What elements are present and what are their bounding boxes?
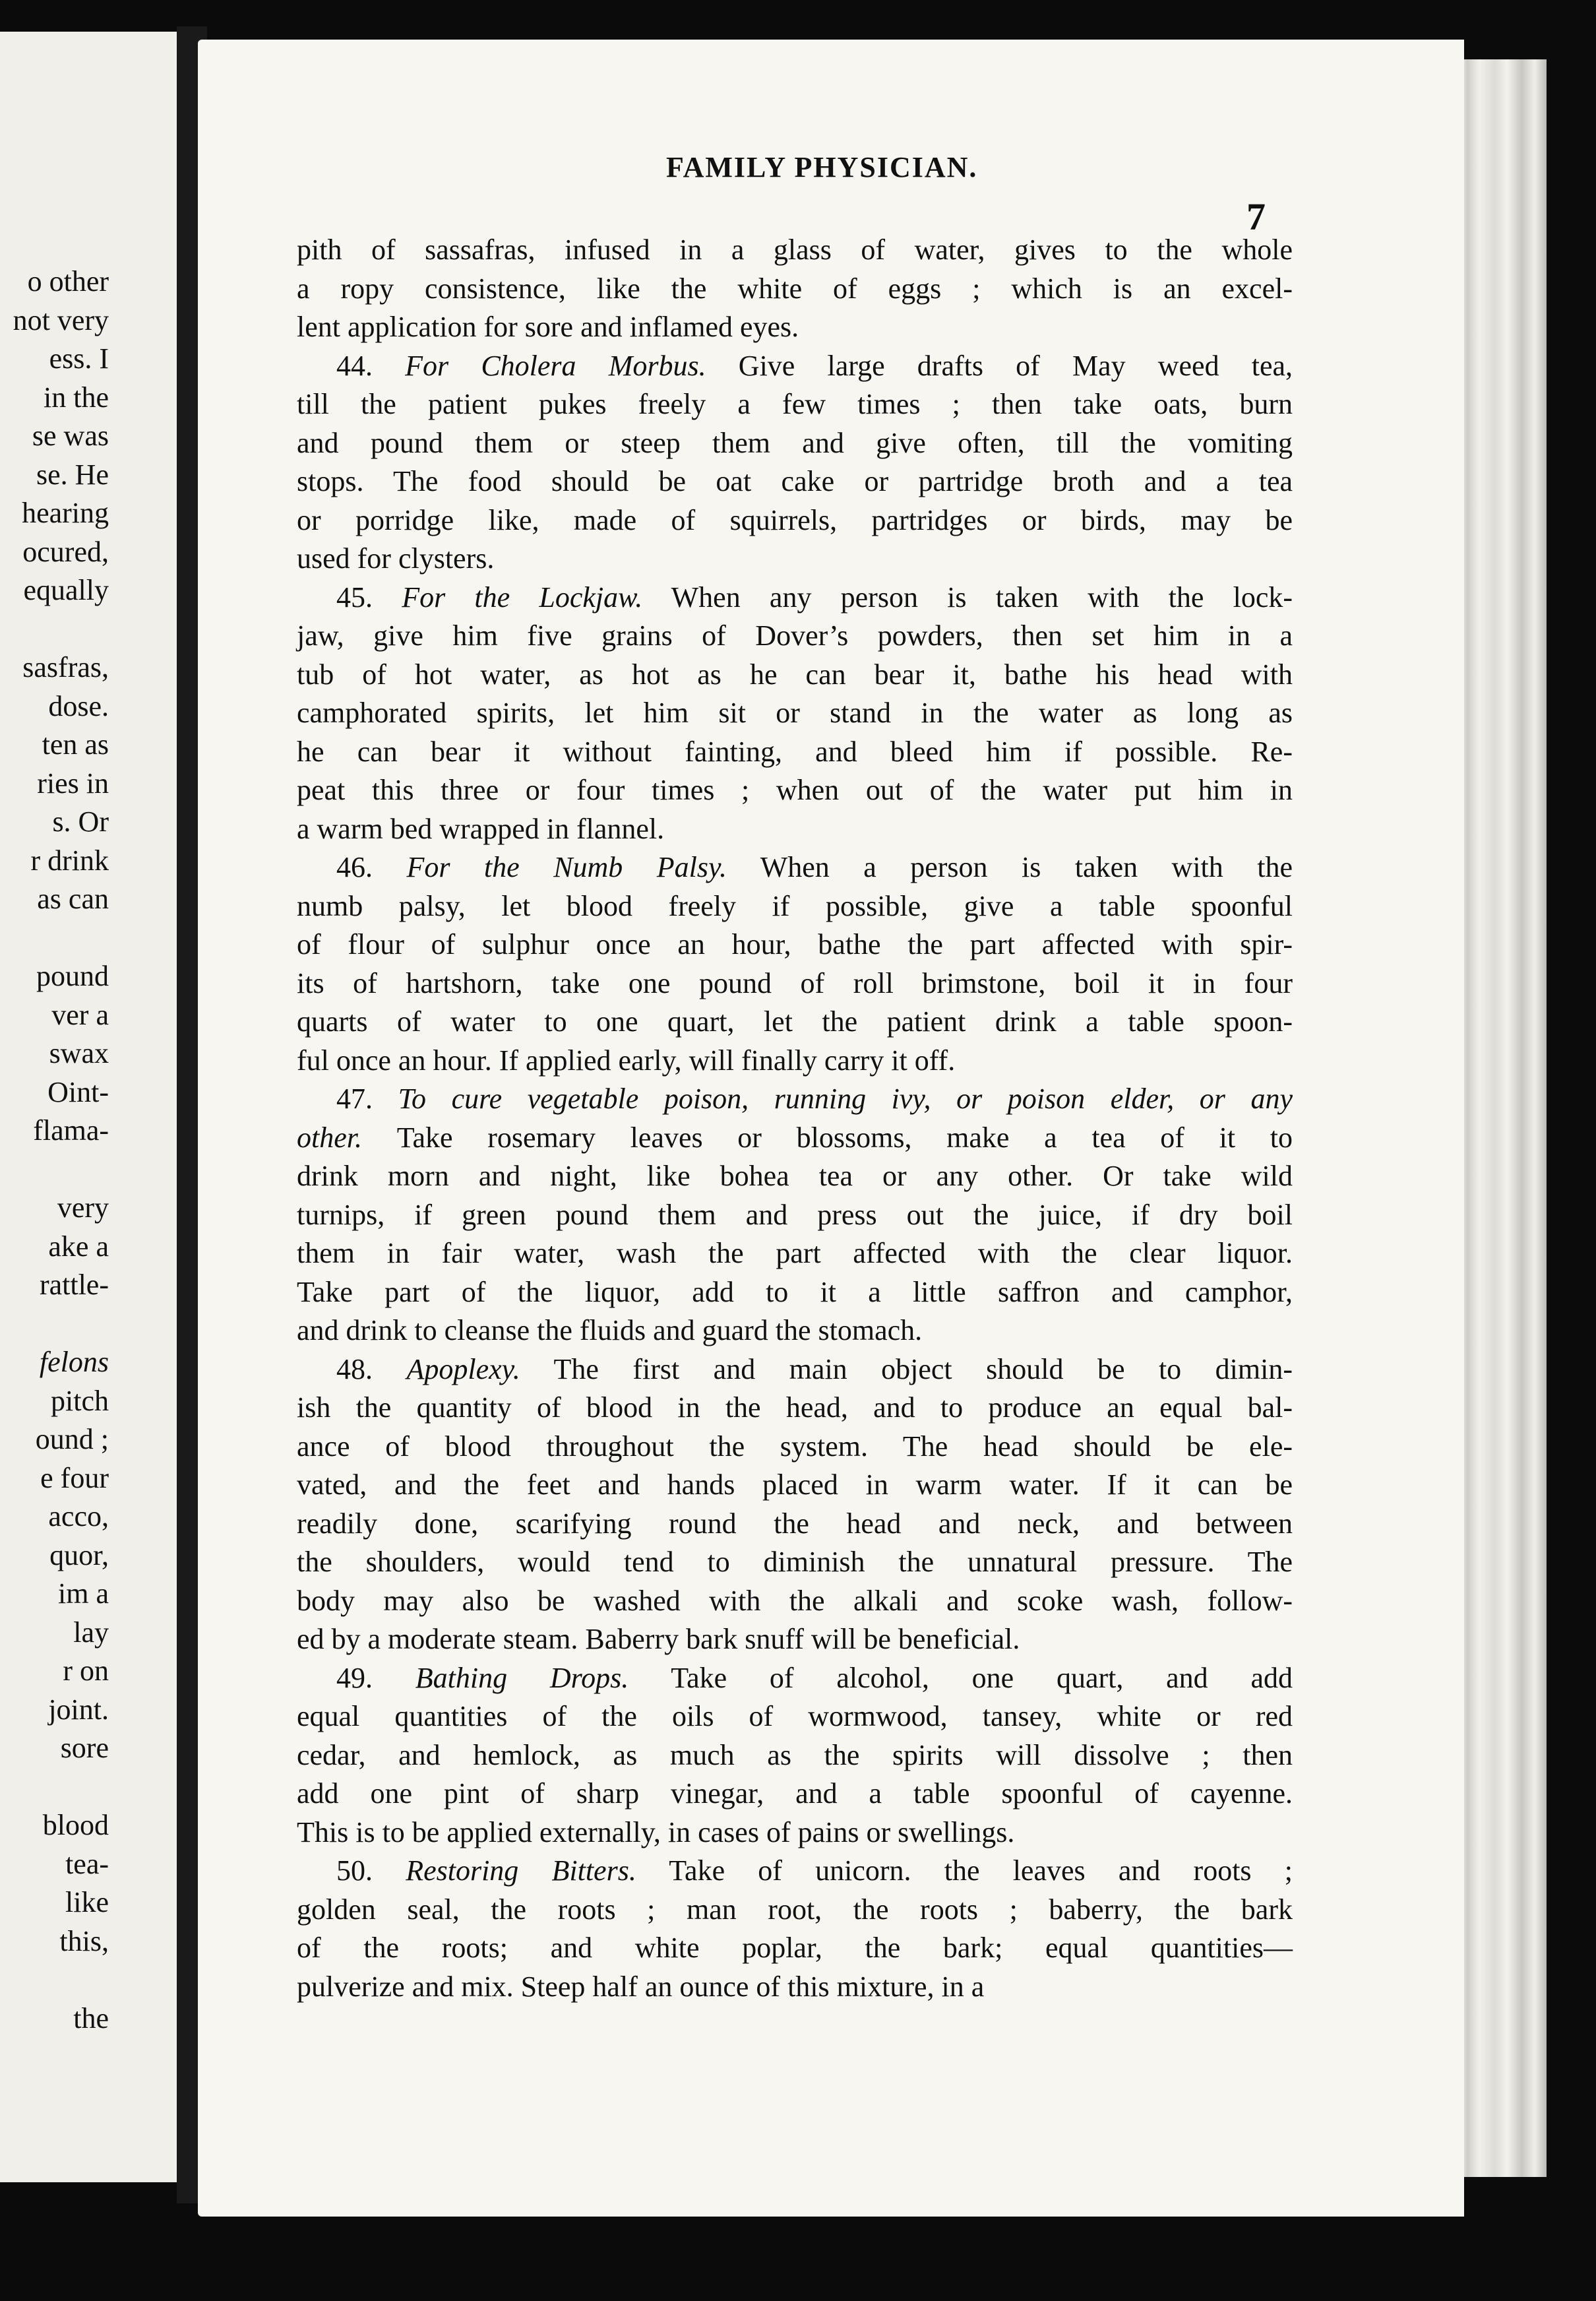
text-line: tub of hot water, as hot as he can bear it, bathe his head with [297,658,1293,691]
facing-page-line: se. He [36,458,109,491]
facing-page-line: sasfras, [22,651,109,683]
facing-page-line: like [65,1886,109,1918]
text-line: used for clysters. [297,542,495,575]
facing-page-line: sore [60,1732,109,1764]
text-line: 45. For the Lockjaw. When any person is taken with the lock- [336,581,1293,614]
facing-page-line: not very [13,303,109,336]
text-line: 49. Bathing Drops. Take of alcohol, one quart, and add [336,1661,1293,1694]
text-line: he can bear it without fainting, and bleed him if possible. Re- [297,735,1293,768]
text-line: This is to be applied externally, in cases of pains or swellings. [297,1815,1015,1848]
facing-page-line [0,1768,109,1807]
text-line: other. Take rosemary leaves or blossoms, make a tea of it to [297,1121,1293,1154]
recipe-number: 48. [336,1352,407,1385]
recipe-number: 46. [336,851,407,883]
text-line: quarts of water to one quart, let the patient drink a table spoon- [297,1005,1293,1038]
facing-page-line [0,1961,109,2000]
text-line: them in fair water, wash the part affected with the clear liquor. [297,1237,1293,1269]
facing-page-line: the [73,2002,109,2034]
text-line: till the patient pukes freely a few times ; then take oats, burn [297,388,1293,420]
recipe-title-cont: other. [297,1121,397,1154]
recipe-number: 49. [336,1661,415,1694]
facing-page-line: pitch [51,1384,109,1417]
facing-page-line [0,1305,109,1344]
text-line: jaw, give him five grains of Dover’s powders, then set him in a [297,619,1293,652]
facing-page-line: im a [58,1577,109,1610]
text-line: vated, and the feet and hands placed in warm water. If it can be [297,1468,1293,1501]
text-line: ish the quantity of blood in the head, and to produce an equal bal- [297,1391,1293,1424]
recipe-title: To cure vegetable poison, running ivy, or poison elder, or any [398,1083,1293,1115]
facing-page-line: joint. [48,1693,109,1726]
recipe-number: 45. [336,581,402,614]
text-line: of the roots; and white poplar, the bark; equal quantities— [297,1932,1293,1964]
text-line: cedar, and hemlock, as much as the spirits will dissolve ; then [297,1738,1293,1771]
text-line: and drink to cleanse the fluids and guard the stomach. [297,1314,923,1346]
facing-page-line: r on [63,1655,109,1687]
text-line: numb palsy, let blood freely if possible, give a table spoonful [297,889,1293,922]
text-line: pulverize and mix. Steep half an ounce of this mixture, in a [297,1970,985,2003]
text-line: Take part of the liquor, add to it a little saffron and camphor, [297,1275,1293,1308]
facing-page-line: ocured, [22,535,109,568]
recipe-number: 47. [336,1083,398,1115]
facing-page-line: tea- [65,1847,109,1880]
recipe-title: For the Numb Palsy. [406,851,727,883]
facing-page-line: blood [42,1809,109,1841]
text-line: 44. For Cholera Morbus. Give large drafts of May weed tea, [336,349,1293,382]
facing-page-line: equally [23,574,109,606]
facing-page-line: felons [39,1346,109,1378]
facing-page-line: ake a [48,1230,109,1263]
facing-page-line: ver a [51,998,109,1031]
facing-page-line: flama- [33,1114,109,1147]
text-line: of flour of sulphur once an hour, bathe the part affected with spir- [297,928,1293,961]
recipe-number: 44. [336,349,406,382]
facing-page-line: ess. I [49,342,109,375]
recipe-paragraph [297,1852,1293,2006]
facing-page-line: Oint- [47,1075,109,1108]
facing-page-line: ten as [42,728,109,761]
recipe-paragraph [297,231,1293,347]
recipe-title: Bathing Drops. [415,1661,629,1694]
text-line [297,1080,1293,1119]
facing-page-line: pound [36,960,109,992]
recipe-paragraph [297,1659,1293,1852]
text-line: add one pint of sharp vinegar, and a table spoonful of cayenne. [297,1777,1293,1810]
recipe-number: 50. [336,1854,406,1887]
running-header: FAMILY PHYSICIAN. [666,151,978,183]
facing-page-line: quor, [49,1538,109,1571]
facing-page-line: this, [59,1924,109,1957]
facing-page-line: as can [37,883,109,915]
facing-page-line: swax [49,1037,109,1069]
text-line: pith of sassafras, infused in a glass of water, gives to the whole [297,234,1293,266]
text-line: readily done, scarifying round the head and neck, and between [297,1507,1293,1540]
facing-page-line [0,610,109,649]
facing-page-line: in the [44,381,109,414]
text-line: stops. The food should be oat cake or partridge broth and a tea [297,465,1293,497]
text-line: 46. For the Numb Palsy. When a person is taken with the [336,851,1293,883]
text-line: the shoulders, would tend to diminish the unnatural pressure. The [297,1546,1293,1578]
text-line: ance of blood throughout the system. The head should be ele- [297,1430,1293,1463]
facing-page-line: lay [73,1616,109,1649]
text-line: drink morn and night, like bohea tea or any other. Or take wild [297,1160,1293,1192]
text-line: ful once an hour. If applied early, will finally carry it off. [297,1044,956,1077]
recipe-title: For the Lockjaw. [402,581,643,614]
text-line: camphorated spirits, let him sit or stand in the water as long as [297,697,1293,729]
facing-page-line: ound ; [35,1423,109,1455]
facing-page-line: dose. [48,689,109,722]
recipe-title: Apoplexy. [406,1352,520,1385]
facing-page-line: se was [32,420,109,452]
text-line: a ropy consistence, like the white of eggs ; which is an excel- [297,272,1293,305]
text-line: and pound them or steep them and give often, till the vomiting [297,426,1293,459]
text-line: 50. Restoring Bitters. Take of unicorn. the leaves and roots ; [336,1854,1293,1887]
facing-page-line: r drink [30,844,109,877]
text-line: golden seal, the roots ; man root, the roots ; baberry, the bark [297,1893,1293,1926]
facing-page-line [0,1150,109,1189]
recipe-paragraph [297,579,1293,849]
facing-page-line [0,919,109,958]
text-line: or porridge like, made of squirrels, partridges or birds, may be [297,503,1293,536]
facing-page-line: acco, [48,1500,109,1532]
facing-page-line: rattle- [39,1269,109,1301]
page-number: 7 [1246,195,1266,238]
facing-page-line: o other [27,265,109,298]
recipe-paragraph [297,1350,1293,1659]
facing-page-line: very [57,1191,109,1224]
text-line: its of hartshorn, take one pound of roll brimstone, boil it in four [297,966,1293,999]
text-line: 48. Apoplexy. The first and main object should be to dimin- [336,1352,1293,1385]
recipe-title: Restoring Bitters. [406,1854,636,1887]
text-line: a warm bed wrapped in flannel. [297,812,665,845]
text-line: ed by a moderate steam. Baberry bark snuff will be beneficial. [297,1623,1020,1655]
text-line: peat this three or four times ; when out of the water put him in [297,774,1293,806]
recipe-paragraph [297,347,1293,579]
recipe-paragraph [297,1080,1293,1350]
text-line: turnips, if green pound them and press out the juice, if dry boil [297,1198,1293,1231]
text-line: equal quantities of the oils of wormwood, tansey, white or red [297,1700,1293,1732]
facing-page-line: ries in [37,767,109,800]
text-line: body may also be washed with the alkali and scoke wash, follow- [297,1584,1293,1617]
facing-page-line: hearing [22,497,109,529]
facing-page-text [0,263,109,2038]
facing-page-line: e four [40,1461,109,1494]
page-body [297,231,1293,2006]
recipe-paragraph [297,848,1293,1080]
text-line: lent application for sore and inflamed eyes. [297,311,799,343]
recipe-title: For Cholera Morbus. [405,349,706,382]
facing-page-line: s. Or [52,805,109,838]
facing-page [0,32,198,2182]
